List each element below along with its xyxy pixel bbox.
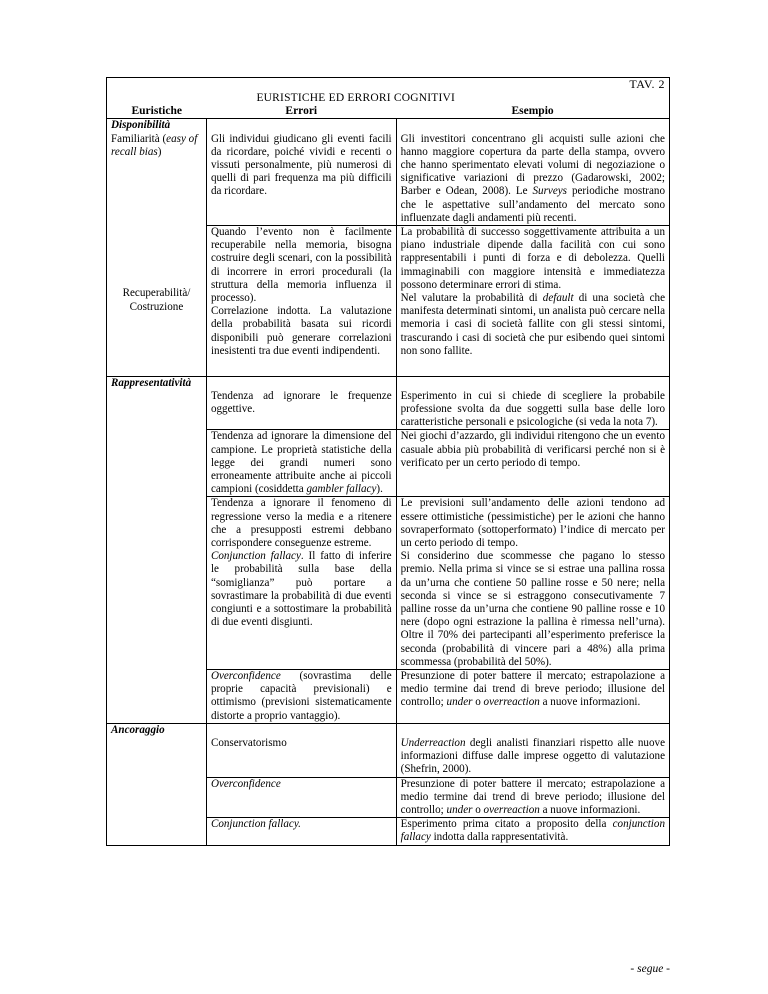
title-row xyxy=(107,92,670,105)
category-ancoraggio: Ancoraggio xyxy=(107,723,207,737)
error-cell: Conjunction fallacy. Il fatto di inferire le probabilità sulla base della “somiglianza” può portare a sovrastimare la probabilità di due eventi congiunti e a sottostimare la probabilità di due eventi disgiunti. xyxy=(206,550,396,669)
error-cell: Conjunction fallacy. xyxy=(206,818,396,845)
example-cell: Esperimento prima citato a proposito della conjunction fallacy indotta dalla rappresentatività. xyxy=(396,818,669,845)
table-row xyxy=(107,133,670,226)
error-cell: Overconfidence xyxy=(206,777,396,818)
header-euristiche: Euristiche xyxy=(107,105,207,119)
table-row xyxy=(107,430,670,497)
subcategory-familiarita: Familiarità (easy of recall bias) xyxy=(107,133,207,226)
example-cell: Nei giochi d’azzardo, gli individui ritengono che un evento casuale abbia più probabilità di verificarsi perché non si è verificato per un certo periodo di tempo. xyxy=(396,430,669,497)
example-cell: Presunzione di poter battere il mercato; estrapolazione a medio termine dai trend di breve periodo; illusione del controllo; under o overreaction a nuove informazioni. xyxy=(396,777,669,818)
table-row xyxy=(107,497,670,550)
segue-note: - segue - xyxy=(630,963,670,975)
error-cell: Tendenza a ignorare il fenomeno di regressione verso la media e a ritenere che a presupposti estremi debbano corrispondere conseguenze estreme. xyxy=(206,497,396,550)
error-cell: Quando l’evento non è facilmente recuperabile nella memoria, bisogna costruire degli scenari, con la possibilità di incorrere in errori procedurali (la struttura della memoria influenza il processo). Correlazione indotta. La valutazione della probabilità basata sui ricordi disponibili può generare correlazioni inesistenti tra due eventi indipendenti. xyxy=(206,226,396,377)
table-row xyxy=(107,226,670,377)
error-cell: Overconfidence (sovrastima delle proprie capacità previsionali) e ottimismo (previsioni sistematicamente distorte a proprio vantaggio). xyxy=(206,670,396,724)
table-title: EURISTICHE ED ERRORI COGNITIVI xyxy=(206,92,669,105)
example-cell: Presunzione di poter battere il mercato; estrapolazione a medio termine dai trend di breve periodo; illusione del controllo; under o overreaction a nuove informazioni. xyxy=(396,670,669,724)
table-row xyxy=(107,777,670,818)
table-page xyxy=(106,77,670,846)
error-cell: Conservatorismo xyxy=(206,737,396,777)
category-rappresentativita: Rappresentatività xyxy=(107,376,207,390)
table-row xyxy=(107,818,670,845)
error-cell: Tendenza ad ignorare la dimensione del campione. Le proprietà statistiche della legge dei grandi numeri sono erroneamente attribuite anche ai piccoli campioni (cosiddetta gambler fallacy). xyxy=(206,430,396,497)
example-cell: Esperimento in cui si chiede di scegliere la probabile professione svolta da due soggetti sulla base delle loro caratteristiche personali e psicologiche (si veda la nota 7). xyxy=(396,390,669,430)
example-cell: Gli investitori concentrano gli acquisti sulle azioni che hanno maggiore copertura da parte della stampa, ovvero che hanno sperimentato elevati volumi di negoziazione o significative variazioni di prezzo (Gadarowski, 2002; Barber e Odean, 2008). Le Surveys periodiche mostrano che le aspettative sull’andamento del mercato sono influenzate dagli andamenti più recenti. xyxy=(396,133,669,226)
example-cell: Si considerino due scommesse che pagano lo stesso premio. Nella prima si vince se si estrae una pallina rossa da un’urna che contiene 50 palline rosse e 50 nere; nella seconda si vince se si estraggono consecutivamente 7 palline rosse da un’urna che contiene 90 palline rosse e 10 nere (dopo ogni estrazione la pallina è rimessa nell’urna). Oltre il 70% dei partecipanti all’esperimento preferisce la seconda (probabilità di vincere pari a 48%) alla prima scommessa (probabilità del 50%). xyxy=(396,550,669,669)
example-cell: Le previsioni sull’andamento delle azioni tendono ad essere ottimistiche (pessimistiche) per le azioni che hanno sovraperformato (sottoperformato) l’indice di mercato per un certo periodo di tempo. xyxy=(396,497,669,550)
example-cell: La probabilità di successo soggettivamente attribuita a un piano industriale dipende dalla facilità con cui sono rappresentabili i punti di forza e di debolezza. Quelli immaginabili con maggiore intensità e immediatezza possono determinare errori di stima. Nel valutare la probabilità di default di una società che manifesta determinati sintomi, un analista può cercare nella memoria i casi di società fallite con gli stessi sintomi, trascurando i casi di società che pur esibendo quei sintomi non sono fallite. xyxy=(396,226,669,377)
subcategory-recuperabilita: Recuperabilità/ Costruzione xyxy=(107,226,207,377)
table-row xyxy=(107,390,670,430)
header-row xyxy=(107,105,670,119)
error-cell: Gli individui giudicano gli eventi facili da ricordare, poiché vividi e recenti o vissuti personalmente, più numerosi di quelli di pari frequenza ma più difficili da ricordare. xyxy=(206,133,396,226)
heuristics-table xyxy=(106,77,670,846)
error-cell: Tendenza ad ignorare le frequenze oggettive. xyxy=(206,390,396,430)
example-cell: Underreaction degli analisti finanziari rispetto alle nuove informazioni diffuse dalle imprese oggetto di valutazione (Shefrin, 2000). xyxy=(396,737,669,777)
category-row-rappresentativita xyxy=(107,376,670,390)
tav-label: TAV. 2 xyxy=(107,78,670,93)
header-errori: Errori xyxy=(206,105,396,119)
table-row xyxy=(107,670,670,724)
tav-row xyxy=(107,78,670,93)
header-esempio: Esempio xyxy=(396,105,669,119)
category-row-ancoraggio xyxy=(107,723,670,737)
table-row xyxy=(107,550,670,669)
table-row xyxy=(107,737,670,777)
category-disponibilita: Disponibilità xyxy=(107,119,207,133)
category-row-disponibilita xyxy=(107,119,670,133)
